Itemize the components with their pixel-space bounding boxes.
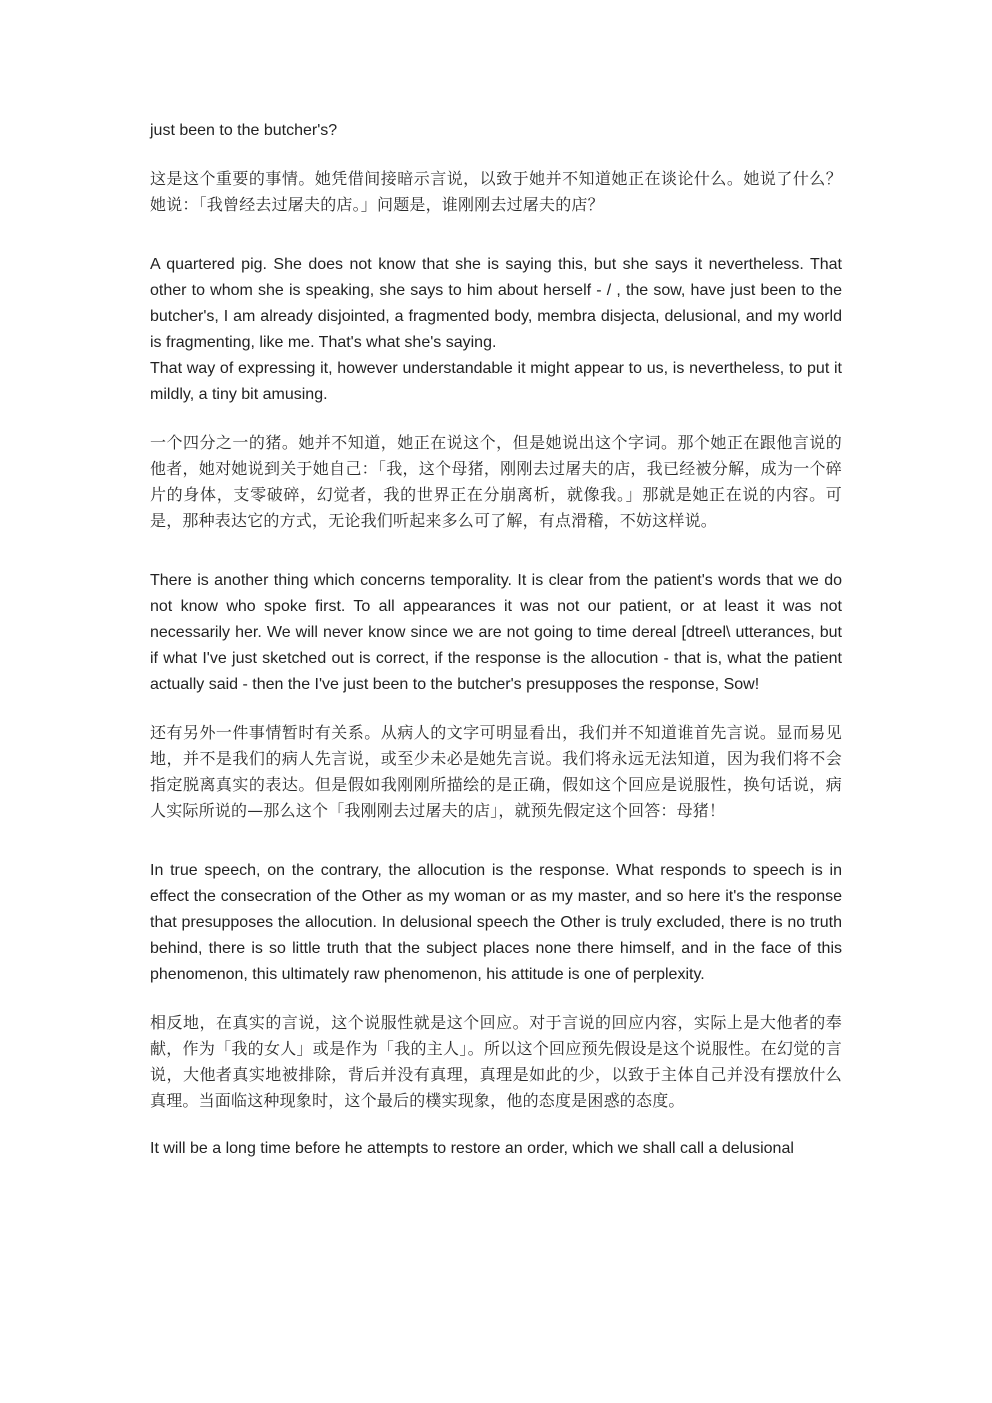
paragraph-spacer — [150, 1114, 842, 1136]
paragraph-spacer — [150, 534, 842, 568]
paragraph-spacer — [150, 698, 842, 720]
paragraph-spacer — [150, 988, 842, 1010]
paragraph-spacer — [150, 218, 842, 252]
paragraph-en: A quartered pig. She does not know that she is saying this, but she says it nevertheless. That other to whom she is speaking, she says to him about herself - / , the sow, have just been to the butcher's, I am already disjointed, a fragmented body, membra disjecta, delusional, and my world is fragmenting, like me. That's what she's saying. — [150, 256, 842, 351]
paragraph-en: just been to the butcher's? — [150, 122, 338, 139]
paragraph-spacer — [150, 824, 842, 858]
paragraph-en: In true speech, on the contrary, the allocution is the response. What responds to speech is in effect the consecration of the Other as my woman or as my master, and so here it's the response that presupposes the allocution. In delusional speech the Other is truly excluded, there is no truth behind, there is so little truth that the subject places none there himself, and in the face of this phenomenon, this ultimately raw phenomenon, his attitude is one of perplexity. — [150, 862, 842, 983]
paragraph-zh: 相反地，在真实的言说，这个说服性就是这个回应。对于言说的回应内容，实际上是大他者的奉献，作为「我的女人」或是作为「我的主人」。所以这个回应预先假设是这个说服性。在幻觉的言说，大他者真实地被排除，背后并没有真理，真理是如此的少，以致于主体自己并没有摆放什么真理。当面临这种现象时，这个最后的樸实现象，他的态度是困惑的态度。 — [150, 1013, 842, 1110]
document-page — [150, 118, 842, 1162]
paragraph-spacer — [150, 408, 842, 430]
paragraph-en: There is another thing which concerns temporality. It is clear from the patient's words that we do not know who spoke first. To all appearances it was not our patient, or at least it was not necessarily her. We will never know since we are not going to time dereal [dtreel\ utterances, but if what I've just sketched out is correct, if the response is the allocution - that is, what the patient actually said - then the I've just been to the butcher's presupposes the response, Sow! — [150, 572, 842, 693]
paragraph-zh: 这是这个重要的事情。她凭借间接暗示言说，以致于她并不知道她正在谈论什么。她说了什么？她说：「我曾经去过屠夫的店。」问题是，谁刚刚去过屠夫的店？ — [150, 169, 842, 214]
paragraph-en: That way of expressing it, however understandable it might appear to us, is nevertheless, to put it mildly, a tiny bit amusing. — [150, 360, 842, 403]
paragraph-en: It will be a long time before he attempts to restore an order, which we shall call a delusional — [150, 1140, 794, 1157]
paragraph-zh: 一个四分之一的猪。她并不知道，她正在说这个，但是她说出这个字词。那个她正在跟他言说的他者，她对她说到关于她自己：「我，这个母猪，刚刚去过屠夫的店，我已经被分解，成为一个碎片的身体，支零破碎，幻觉者，我的世界正在分崩离析，就像我。」那就是她正在说的内容。可是，那种表达它的方式，无论我们听起来多么可了解，有点滑稽，不妨这样说。 — [150, 433, 842, 530]
paragraph-spacer — [150, 144, 842, 166]
paragraph-zh: 还有另外一件事情暂时有关系。从病人的文字可明显看出，我们并不知道谁首先言说。显而易见地，并不是我们的病人先言说，或至少未必是她先言说。我们将永远无法知道，因为我们将不会指定脱离真实的表达。但是假如我刚刚所描绘的是正确，假如这个回应是说服性，换句话说，病人实际所说的—那么这个「我刚刚去过屠夫的店」，就预先假定这个回答：母猪！ — [150, 723, 842, 820]
